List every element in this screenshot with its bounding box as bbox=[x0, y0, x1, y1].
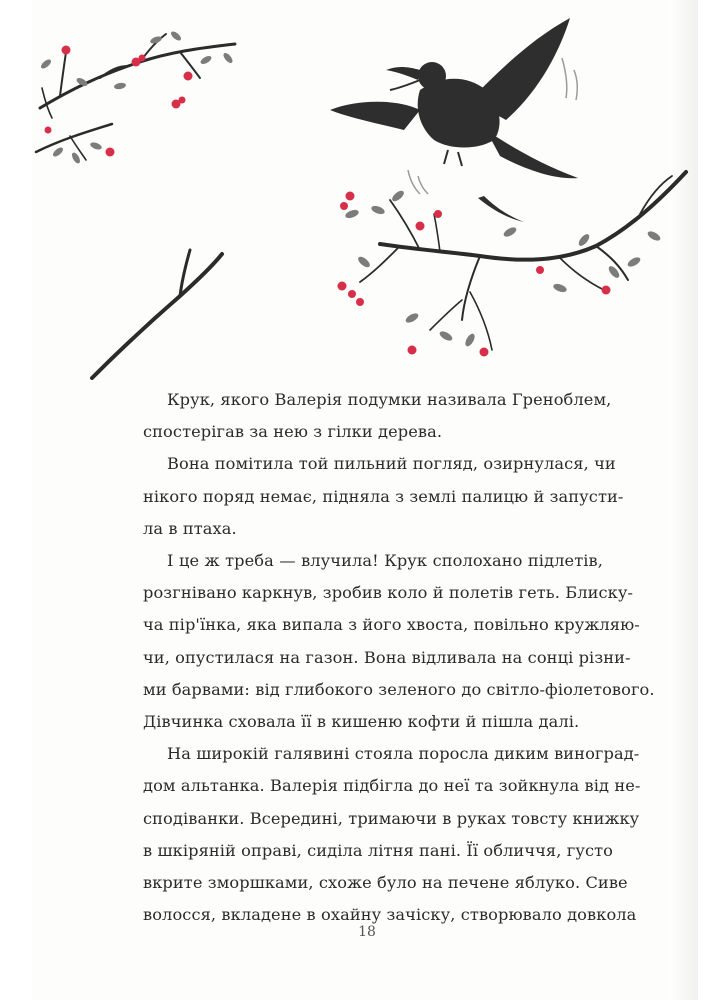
text-line: ча пір'їнка, яка випала з його хвоста, повільно кружляю- bbox=[143, 615, 640, 635]
text-line: Вона помітила той пильний погляд, озирнулася, чи bbox=[167, 454, 616, 474]
text-line: нікого поряд немає, підняла з землі палицю й запусти- bbox=[143, 486, 624, 506]
text-line: чи, опустилася на газон. Вона відливала на сонці різни- bbox=[143, 647, 631, 667]
text-line: розгнівано каркнув, зробив коло й полетів геть. Блиску- bbox=[143, 583, 634, 603]
text-line: в шкіряній оправі, сиділа літня пані. Її обличчя, густо bbox=[143, 840, 614, 860]
text-line: вкрите зморшками, схоже було на печене яблуко. Сиве bbox=[143, 873, 628, 893]
illustration bbox=[0, 0, 728, 380]
text-line: І це ж треба — влучила! Крук сполохано підлетів, bbox=[167, 551, 603, 571]
text-line: спостерігав за нею з гілки дерева. bbox=[143, 422, 443, 442]
text-line: Крук, якого Валерія подумки називала Греноблем, bbox=[167, 390, 612, 409]
text-line: сподіванки. Всередині, тримаючи в руках товсту книжку bbox=[143, 808, 640, 828]
stick-icon bbox=[92, 250, 222, 378]
text-line: На широкій галявині стояла поросла диким виноград- bbox=[167, 744, 640, 764]
raven-icon bbox=[330, 18, 578, 194]
text-line: волосся, вкладене в охайну зачіску, створювало довкола bbox=[143, 905, 637, 925]
text-line: дом альтанка. Валерія підбігла до неї та зойкнула від не- bbox=[143, 776, 641, 796]
page-number: 18 bbox=[358, 924, 376, 940]
text-line: Дівчинка сховала її в кишеню кофти й пішла далі. bbox=[143, 712, 580, 732]
feather-icon bbox=[478, 196, 524, 222]
text-line: ми барвами: від глибокого зеленого до світло-фіолетового. bbox=[143, 679, 655, 699]
body-text bbox=[143, 384, 655, 931]
text-line: ла в птаха. bbox=[143, 518, 237, 538]
